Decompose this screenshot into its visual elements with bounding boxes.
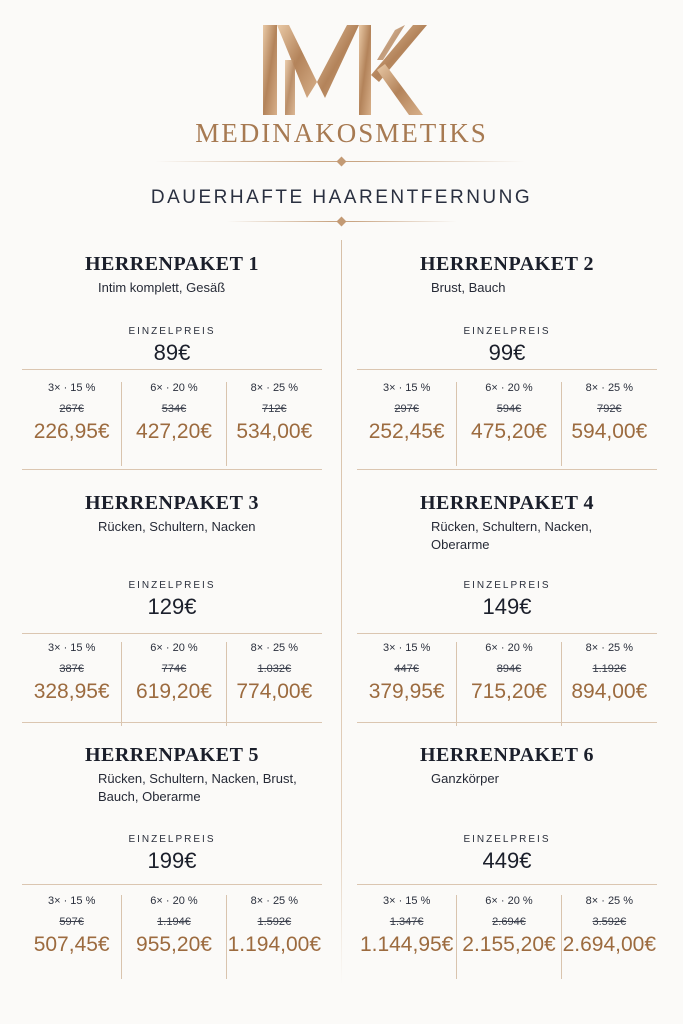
package-title: HERRENPAKET 5 [84,744,260,766]
tier-option [561,642,657,726]
divider [357,369,657,370]
package-title: HERRENPAKET 1 [84,253,260,275]
old-price [457,663,560,675]
old-price [357,916,456,928]
old-price-value: 3.592€ [592,916,627,928]
package-description: Intim komplett, Gesäß [98,280,226,295]
tier-label: 6× · 20 % [150,895,198,907]
tier-row [22,382,322,466]
tier-option [561,895,657,979]
old-price [22,663,121,675]
divider [22,369,322,370]
new-price: 534,00€ [236,420,313,443]
new-price: 507,45€ [33,933,110,956]
tier-option [121,642,225,726]
tier-label: 3× · 15 % [47,642,96,654]
old-price-value: 594€ [496,403,522,415]
old-price-value: 774€ [161,663,187,675]
old-price [122,916,225,928]
package-card [357,253,657,493]
column-divider [341,240,342,985]
single-price-label: EINZELPREIS [128,834,216,845]
old-price [22,916,121,928]
old-price [562,663,657,675]
tier-label: 6× · 20 % [150,382,198,394]
package-description: Rücken, Schultern, Nacken [98,519,256,534]
tier-option [22,382,121,466]
divider [22,884,322,885]
old-price [457,403,560,415]
tier-option [357,642,456,726]
tier-option [22,895,121,979]
old-price-value: 297€ [394,403,419,415]
new-price: 2.694,00€ [562,933,657,956]
tier-option [121,895,225,979]
tier-label: 6× · 20 % [485,382,533,394]
page-subtitle: DAUERHAFTE HAARENTFERNUNG [150,187,533,208]
old-price [457,916,560,928]
old-price-value: 534€ [161,403,187,415]
new-price: 226,95€ [33,420,110,443]
old-price-value: 1.192€ [592,663,627,675]
header [0,0,683,240]
brand-name: MEDINAKOSMETIKS [195,118,488,148]
tier-label: 3× · 15 % [382,895,431,907]
divider [357,884,657,885]
old-price-value: 2.694€ [492,916,526,928]
new-price: 475,20€ [471,420,547,443]
package-description: Ganzkörper [431,771,499,786]
old-price-value: 447€ [394,663,419,675]
old-price-value: 1.347€ [389,916,424,928]
package-card [22,744,322,984]
new-price: 955,20€ [136,933,212,956]
single-price-label: EINZELPREIS [463,834,551,845]
tier-label: 6× · 20 % [485,895,533,907]
section-divider [357,469,657,470]
diamond-ornament-icon [337,157,347,167]
package-description: Rücken, Schultern, Nacken, Brust, Bauch, Oberarme [98,771,297,804]
tier-option [226,642,322,726]
single-price: 149€ [482,594,532,619]
tier-option [561,382,657,466]
old-price [227,663,322,675]
old-price-value: 1.032€ [257,663,292,675]
tier-label: 3× · 15 % [382,642,431,654]
old-price [227,403,322,415]
new-price: 2.155,20€ [462,933,556,956]
divider [357,633,657,634]
tier-option [226,382,322,466]
old-price-value: 894€ [496,663,522,675]
tier-label: 8× · 25 % [585,895,634,907]
old-price [357,403,456,415]
new-price: 774,00€ [236,680,313,703]
old-price [227,916,322,928]
tier-row [22,895,322,979]
old-price [562,403,657,415]
package-title: HERRENPAKET 3 [84,492,260,514]
tier-row [357,382,657,466]
old-price [22,403,121,415]
tier-label: 3× · 15 % [47,382,96,394]
single-price: 99€ [488,340,526,365]
old-price-value: 792€ [597,403,622,415]
tier-label: 8× · 25 % [250,642,299,654]
tier-label: 8× · 25 % [250,895,299,907]
tier-option [226,895,322,979]
diamond-ornament-icon [337,217,347,227]
single-price: 89€ [153,340,191,365]
tier-label: 6× · 20 % [485,642,533,654]
single-price-label: EINZELPREIS [128,326,216,337]
old-price-value: 387€ [59,663,84,675]
divider [22,633,322,634]
old-price [357,663,456,675]
mk-logo [255,20,430,120]
new-price: 427,20€ [136,420,212,443]
single-price: 449€ [482,848,532,873]
tier-option [121,382,225,466]
new-price: 619,20€ [136,680,212,703]
old-price-value: 1.592€ [257,916,292,928]
tier-option [357,895,456,979]
package-title: HERRENPAKET 4 [419,492,595,514]
tier-option [456,895,560,979]
section-divider [22,469,322,470]
package-card [357,492,657,732]
tier-label: 8× · 25 % [585,642,634,654]
single-price-label: EINZELPREIS [463,326,551,337]
section-divider [22,722,322,723]
new-price: 1.144,95€ [359,933,454,956]
old-price-value: 712€ [262,403,287,415]
old-price [122,403,225,415]
tier-label: 3× · 15 % [47,895,96,907]
tier-label: 8× · 25 % [585,382,634,394]
new-price: 252,45€ [368,420,445,443]
single-price: 199€ [147,848,197,873]
section-divider [357,722,657,723]
package-card [22,253,322,493]
tier-label: 8× · 25 % [250,382,299,394]
tier-option [357,382,456,466]
old-price-value: 1.194€ [157,916,191,928]
tier-label: 3× · 15 % [382,382,431,394]
old-price-value: 267€ [59,403,84,415]
package-card [22,492,322,732]
tier-option [22,642,121,726]
package-description: Brust, Bauch [431,280,506,295]
old-price [562,916,657,928]
package-title: HERRENPAKET 6 [419,744,595,766]
package-title: HERRENPAKET 2 [419,253,595,275]
old-price-value: 597€ [59,916,84,928]
new-price: 1.194,00€ [227,933,322,956]
single-price-label: EINZELPREIS [128,580,216,591]
old-price [122,663,225,675]
package-card [357,744,657,984]
tier-option [456,382,560,466]
new-price: 894,00€ [571,680,648,703]
tier-row [357,895,657,979]
single-price: 129€ [147,594,197,619]
new-price: 715,20€ [471,680,547,703]
new-price: 379,95€ [368,680,445,703]
new-price: 594,00€ [571,420,648,443]
tier-option [456,642,560,726]
package-description: Rücken, Schultern, Nacken, Oberarme [431,519,593,552]
tier-row [22,642,322,726]
tier-row [357,642,657,726]
tier-label: 6× · 20 % [150,642,198,654]
new-price: 328,95€ [33,680,110,703]
single-price-label: EINZELPREIS [463,580,551,591]
